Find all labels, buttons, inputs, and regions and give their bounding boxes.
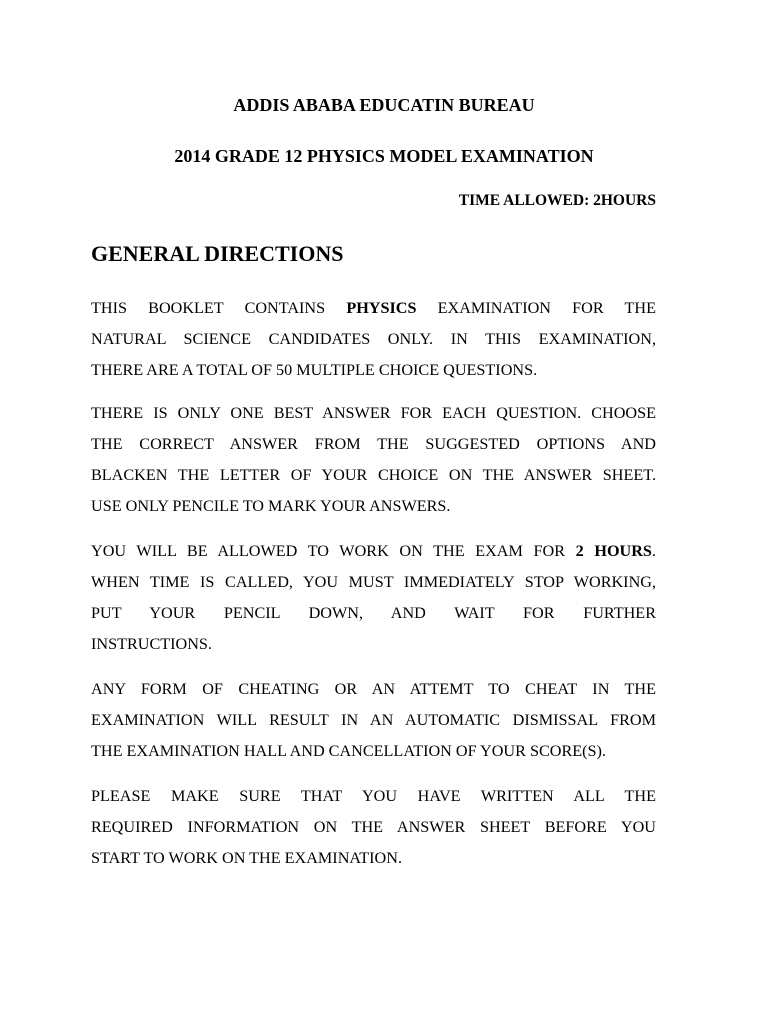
- paragraph-answer-instructions: [91, 398, 656, 522]
- paragraph-line: WHEN TIME IS CALLED, YOU MUST IMMEDIATELY STOP WORKING,: [91, 573, 656, 591]
- text-run: .: [651, 542, 656, 560]
- paragraph-line: [91, 536, 656, 567]
- paragraph-line: START TO WORK ON THE EXAMINATION.: [91, 849, 402, 867]
- paragraph-line: THERE IS ONLY ONE BEST ANSWER FOR EACH QUESTION. CHOOSE: [91, 404, 656, 422]
- paragraph-line: INSTRUCTIONS.: [91, 635, 212, 653]
- text-run: THIS BOOKLET CONTAINS: [91, 299, 347, 317]
- paragraph-line: THE CORRECT ANSWER FROM THE SUGGESTED OPTIONS AND: [91, 435, 656, 453]
- paragraph-answer-sheet-info: [91, 781, 656, 874]
- paragraph-cheating-policy: [91, 674, 656, 767]
- paragraph-line: PLEASE MAKE SURE THAT YOU HAVE WRITTEN ALL THE: [91, 787, 656, 805]
- section-heading: GENERAL DIRECTIONS: [91, 241, 344, 266]
- bureau-title: ADDIS ABABA EDUCATIN BUREAU: [233, 95, 535, 115]
- bold-text-run: PHYSICS: [346, 299, 417, 317]
- paragraph-line: USE ONLY PENCILE TO MARK YOUR ANSWERS.: [91, 497, 451, 515]
- text-run: YOU WILL BE ALLOWED TO WORK ON THE EXAM FOR: [91, 542, 576, 560]
- paragraph-line: THE EXAMINATION HALL AND CANCELLATION OF YOUR SCORE(S).: [91, 742, 606, 760]
- paragraph-line: PUT YOUR PENCIL DOWN, AND WAIT FOR FURTHER: [91, 604, 656, 622]
- paragraph-line: [91, 293, 656, 324]
- bold-text-run: 2 HOURS: [575, 542, 652, 560]
- paragraph-line: EXAMINATION WILL RESULT IN AN AUTOMATIC DISMISSAL FROM: [91, 711, 656, 729]
- paragraph-line: ANY FORM OF CHEATING OR AN ATTEMT TO CHEAT IN THE: [91, 680, 656, 698]
- paragraph-booklet-contents: [91, 293, 656, 386]
- paragraph-time-rules: [91, 536, 656, 660]
- paragraph-line: BLACKEN THE LETTER OF YOUR CHOICE ON THE ANSWER SHEET.: [91, 466, 656, 484]
- paragraph-line: THERE ARE A TOTAL OF 50 MULTIPLE CHOICE QUESTIONS.: [91, 361, 538, 379]
- paragraph-line: REQUIRED INFORMATION ON THE ANSWER SHEET BEFORE YOU: [91, 818, 656, 836]
- text-run: EXAMINATION FOR THE: [416, 299, 656, 317]
- time-allowed: TIME ALLOWED: 2HOURS: [458, 192, 656, 209]
- exam-title: 2014 GRADE 12 PHYSICS MODEL EXAMINATION: [174, 146, 594, 166]
- paragraph-line: NATURAL SCIENCE CANDIDATES ONLY. IN THIS EXAMINATION,: [91, 330, 656, 348]
